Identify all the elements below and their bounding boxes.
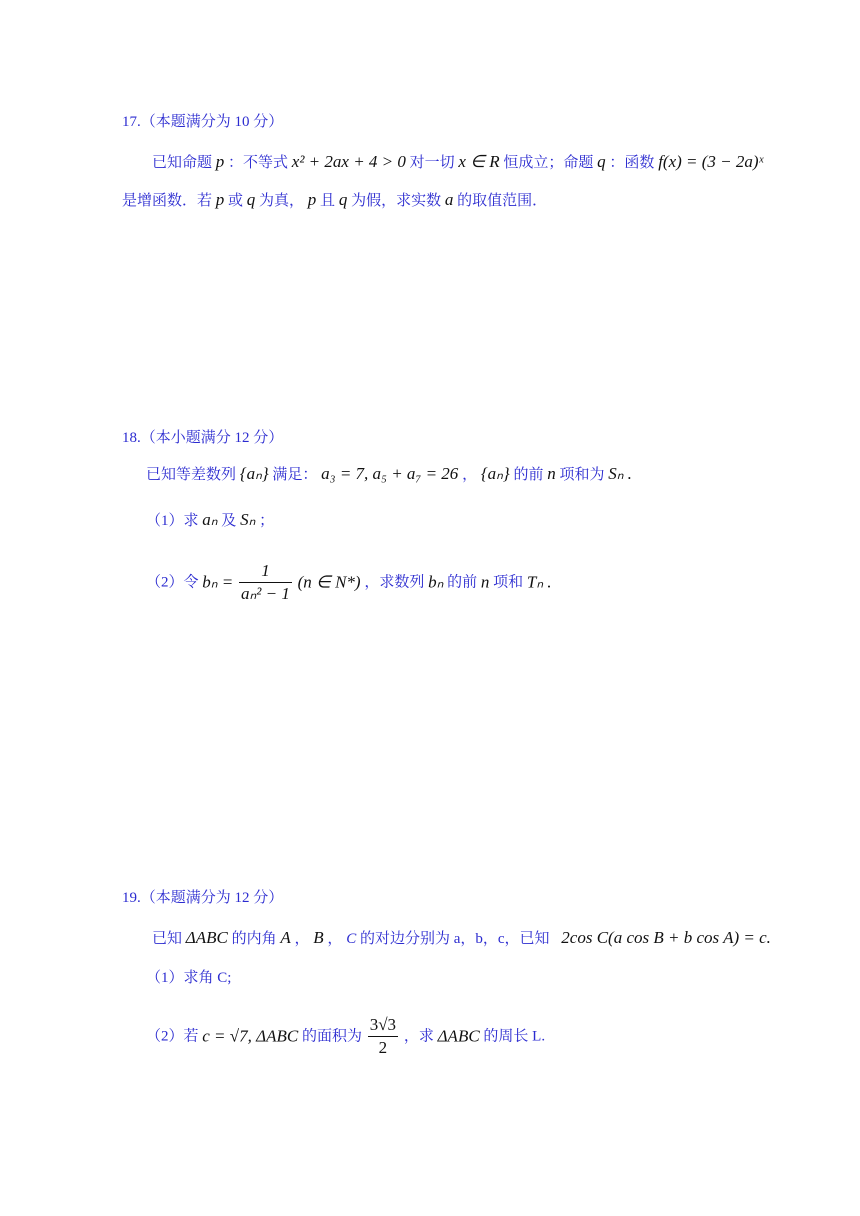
q18-fraction-numerator: 1 xyxy=(239,560,292,583)
q17-l2-a: 是增函数．若 xyxy=(122,193,213,209)
q17-l2-b: 或 xyxy=(228,193,244,209)
q18-text-c: ， xyxy=(462,467,478,483)
q19-text-c: ， xyxy=(294,931,310,947)
q18-part1 xyxy=(146,510,274,531)
q19-text-b: 的内角 xyxy=(231,931,277,947)
q17-p: p xyxy=(215,152,225,171)
q19-p2-a: （2）若 xyxy=(146,1028,199,1045)
q18-p2-bn: bₙ xyxy=(428,572,444,592)
q17-x-in-r: x ∈ R xyxy=(458,152,500,171)
q18-p1-b: 及 xyxy=(221,513,237,529)
q18-n: n xyxy=(547,464,556,483)
q17-l2-var: a xyxy=(444,190,454,209)
q18-p1-sn: Sₙ xyxy=(240,510,256,529)
q18-p2-b: ，求数列 xyxy=(364,574,425,591)
q18-fraction-denominator: aₙ² − 1 xyxy=(241,584,290,603)
q17-line1 xyxy=(152,152,763,173)
q17-l2-d: 且 xyxy=(320,193,336,209)
q19-p2-triangle: ΔABC xyxy=(437,1026,480,1046)
q17-l2-c: 为真， xyxy=(259,193,305,209)
q17-l2-p2: p xyxy=(307,190,317,209)
q17-text-b: ：不等式 xyxy=(228,155,289,171)
q17-text-e: ：函数 xyxy=(609,155,655,171)
q18-p2-lhs: bₙ = xyxy=(202,572,234,592)
q18-conditions: a₃ = 7, a₅ + a₇ = 26 xyxy=(321,464,459,483)
q18-p1-c: ； xyxy=(259,513,275,529)
q19-text-e: 的对边分别为 a，b，c，已知 xyxy=(359,931,550,947)
q19-equation: 2cos C(a cos B + b cos A) = c. xyxy=(561,928,771,947)
q18-p2-cond: (n ∈ N*) xyxy=(297,572,361,592)
q19-title: 19.（本题满分为 12 分） xyxy=(122,890,284,906)
q19-fraction-denominator: 2 xyxy=(378,1038,388,1057)
q18-part2 xyxy=(146,560,551,605)
q19-p2-b: 的面积为 xyxy=(301,1028,362,1045)
q19-part2 xyxy=(146,1014,545,1059)
q18-p2-n: n xyxy=(480,572,490,592)
q18-p2-d: 项和 xyxy=(493,574,524,591)
q17-l2-p: p xyxy=(215,190,225,209)
q18-sequence: {aₙ} xyxy=(239,464,269,483)
q18-text-b: 满足： xyxy=(272,467,318,483)
q19-angle-c: C xyxy=(346,931,357,947)
q19-p2-c: ，求 xyxy=(403,1028,434,1045)
q18-text-a: 已知等差数列 xyxy=(146,467,237,483)
q18-p1-a: （1）求 xyxy=(146,513,199,529)
q19-p2-d: 的周长 L. xyxy=(483,1028,546,1045)
q19-fraction-numerator: 3√3 xyxy=(368,1014,398,1037)
q17-text-c: 对一切 xyxy=(409,155,455,171)
q19-angle-b: B xyxy=(313,928,324,947)
q17-function: f(x) = (3 − 2a)ˣ xyxy=(658,152,764,171)
q18-sum: Sₙ xyxy=(608,464,624,483)
q17-line2 xyxy=(122,190,547,211)
q18-text-d: 的前 xyxy=(513,467,544,483)
q17-text-d: 恒成立；命题 xyxy=(503,155,594,171)
q17-l2-e: 为假，求实数 xyxy=(351,193,442,209)
q17-l2-q2: q xyxy=(338,190,348,209)
q19-fraction xyxy=(368,1014,398,1059)
q18-fraction xyxy=(239,560,292,605)
q19-text-a: 已知 xyxy=(152,931,183,947)
q18-sequence-2: {aₙ} xyxy=(480,464,510,483)
q17-title: 17.（本题满分为 10 分） xyxy=(122,114,284,130)
q19-p2-c-eq: c = √7, ΔABC xyxy=(202,1026,299,1046)
q17-l2-q: q xyxy=(246,190,256,209)
q19-line1 xyxy=(152,928,771,949)
q18-p1-an: aₙ xyxy=(202,510,218,529)
q18-title: 18.（本小题满分 12 分） xyxy=(122,430,284,446)
q18-period: . xyxy=(627,464,632,483)
q17-text-a: 已知命题 xyxy=(152,155,213,171)
q19-angle-a: A xyxy=(280,928,291,947)
q18-p2-a: （2）令 xyxy=(146,574,199,591)
q19-part1: （1）求角 C; xyxy=(146,970,232,986)
q19-triangle: ΔABC xyxy=(185,928,228,947)
q18-p2-e: . xyxy=(546,572,552,592)
q18-p2-t: Tₙ xyxy=(526,572,544,592)
q18-text-e: 项和为 xyxy=(559,467,605,483)
q17-l2-f: 的取值范围． xyxy=(457,193,548,209)
q18-line1 xyxy=(146,464,632,485)
q17-inequality: x² + 2ax + 4 > 0 xyxy=(291,152,406,171)
q19-text-d: ， xyxy=(327,931,343,947)
q17-q: q xyxy=(597,152,606,171)
q18-p2-c: 的前 xyxy=(447,574,478,591)
